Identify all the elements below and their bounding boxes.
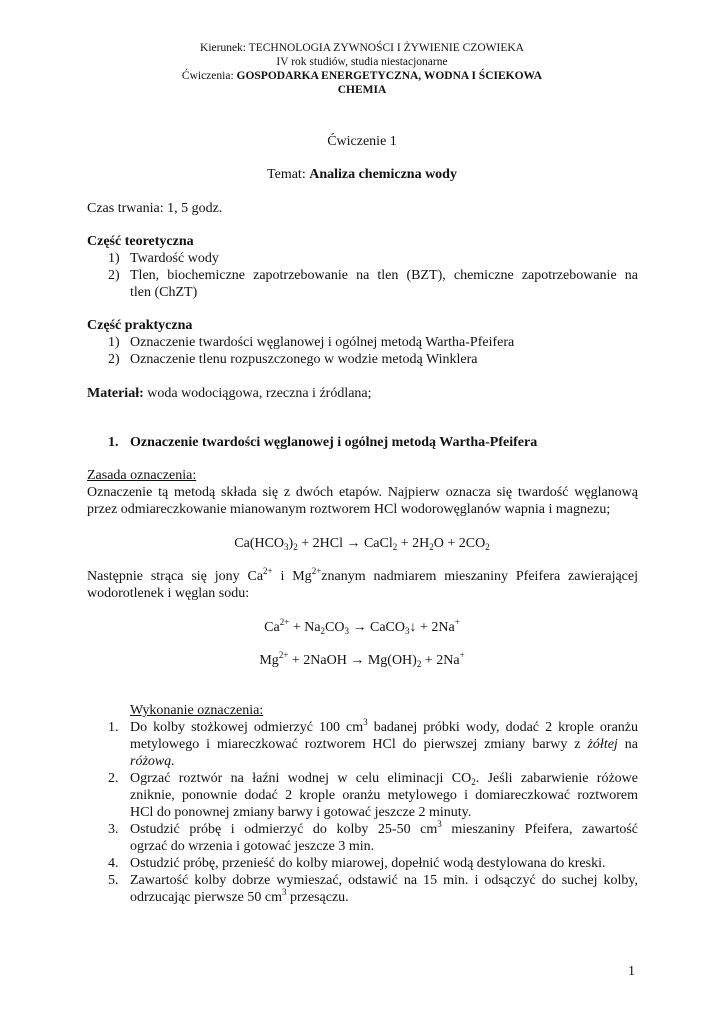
step-text: HCl do ponownej zmiany barwy i gotować jeszcze 2 minuty. — [130, 805, 472, 820]
header-exercises-label: Ćwiczenia: — [181, 70, 237, 82]
material-value: woda wodociągowa, rzeczna i źródlana; — [143, 386, 372, 401]
step-text: metylowego i miareczkować roztworem HCl do pierwszej zmiany barwy z żółtej na — [130, 737, 638, 752]
step-text: odrzucając pierwsze 50 $cm^3$ przesączu. — [130, 887, 349, 905]
theory-item-num: 1) — [108, 251, 120, 266]
step-text: ogrzać do wrzenia i gotować jeszcze 3 min. — [130, 839, 375, 854]
material-label: Materiał: — [87, 386, 144, 401]
principle-heading: Zasada oznaczenia: — [87, 468, 197, 483]
step-text: Ogrzać roztwór na łaźni wodnej w celu eliminacji $CO_2$. Jeśli zabarwienie różowe — [130, 771, 638, 787]
theory-heading: Część teoretyczna — [87, 234, 194, 249]
practice-item-text: Oznaczenie twardości węglanowej i ogólnej metodą Wartha-Pfeifera — [130, 335, 515, 350]
header-subject: CHEMIA — [337, 84, 387, 96]
header-exercises-value: GOSPODARKA ENERGETYCZNA, WODNA I ŚCIEKOWA — [236, 70, 543, 82]
topic — [0, 167, 724, 183]
theory-item-text: Tlen, biochemiczne zapotrzebowanie na tlen (BZT), chemiczne zapotrzebowanie na — [130, 268, 638, 283]
procedure-heading: Wykonanie oznaczenia: — [130, 703, 264, 718]
principle-text: Oznaczenie tą metodą składa się z dwóch etapów. Najpierw oznacza się twardość węglanową — [87, 485, 638, 500]
header-year: IV rok studiów, studia niestacjonarne — [276, 56, 448, 68]
step-number: 3. — [108, 822, 119, 837]
duration: Czas trwania: 1, 5 godz. — [87, 201, 223, 216]
principle-text: przez odmiareczkowanie mianowanym roztworem HCl wodorowęglanów wapnia i magnezu; — [87, 502, 611, 517]
step-text: Ostudzić próbę, przenieść do kolby miarowej, dopełnić wodą destylowana do kreski. — [130, 856, 606, 871]
step-text: zniknie, ponownie dodać 2 krople oranżu metylowego i domiareczkować roztworem — [130, 788, 638, 803]
header-exercises — [0, 70, 724, 83]
practice-item-num: 2) — [108, 352, 120, 367]
topic-label: Temat: — [267, 167, 310, 182]
theory-item-num: 2) — [108, 268, 120, 283]
step-number: 4. — [108, 856, 119, 871]
practice-item-text: Oznaczenie tlenu rozpuszczonego w wodzie metodą Winklera — [130, 352, 478, 367]
step-number: 2. — [108, 771, 119, 786]
material — [87, 386, 372, 402]
equation-1: $Ca(HCO_3)_2 + 2HCl$ → CaCl$_2$ + $2H_2O + 2CO_2$ — [234, 536, 490, 552]
section-number: 1. — [108, 435, 119, 450]
step-text: Do kolby stożkowej odmierzyć 100 $cm^3$ badanej próbki wody, dodać 2 krople oranżu — [130, 717, 638, 735]
theory-item-text: Twardość wody — [130, 251, 219, 266]
page-number: 1 — [628, 964, 635, 979]
step-number: 5. — [108, 873, 119, 888]
principle-text: wodorotlenek i węglan sodu: — [87, 586, 250, 601]
topic-value: Analiza chemiczna wody — [309, 167, 457, 182]
step-text: Zawartość kolby dobrze wymieszać, odstawić na 15 min. i odsączyć do suchej kolby, — [130, 873, 638, 888]
header-course: Kierunek: TECHNOLOGIA ZYWNOŚCI I ŻYWIENIE CZOWIEKA — [200, 42, 524, 54]
step-number: 1. — [108, 720, 119, 735]
equation-3: $Mg^{2+}$ + 2NaOH → $Mg(OH)_2 + 2Na^+$ — [259, 650, 465, 669]
practice-item-num: 1) — [108, 335, 120, 350]
step-text: Ostudzić próbę i odmierzyć do kolby 25-50 $cm^3$ mieszaniny Pfeifera, zawartość — [130, 819, 639, 837]
step-text: różową. — [130, 754, 175, 769]
practice-heading: Część praktyczna — [87, 318, 193, 333]
principle-text: Następnie strąca się jony $Ca^{2+}$ i $Mg^{2+}znanym$ nadmiarem mieszaniny Pfeifera zawierającej — [87, 566, 638, 584]
theory-item-cont: tlen (ChZT) — [130, 285, 198, 300]
equation-2: $Ca^{2+} + Na_2CO_3$ → CaCO$_3$↓ + 2Na+ — [264, 617, 460, 636]
exercise-title: Ćwiczenie 1 — [327, 134, 397, 149]
section-title: Oznaczenie twardości węglanowej i ogólnej metodą Wartha-Pfeifera — [130, 435, 538, 450]
